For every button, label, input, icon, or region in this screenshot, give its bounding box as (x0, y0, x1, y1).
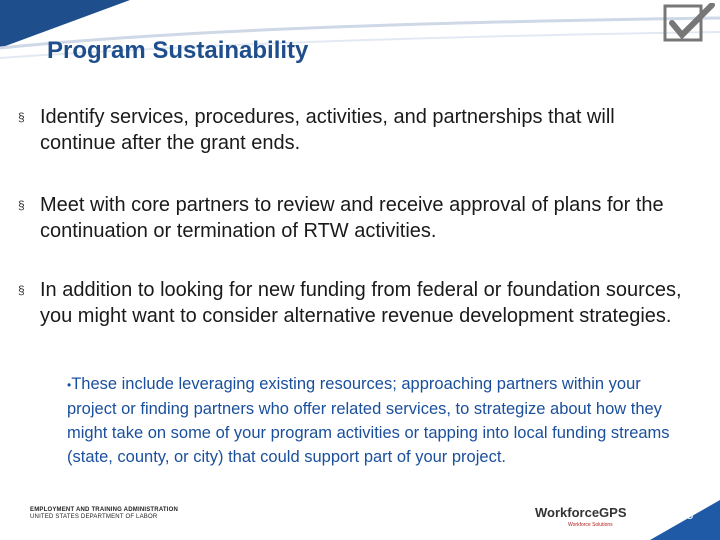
agency-logo (30, 507, 178, 520)
agency-line-1: EMPLOYMENT AND TRAINING ADMINISTRATION (30, 507, 179, 513)
sub-bullet-text: These include leveraging existing resources; approaching partners within your project or finding partners who offer related services, to strategize about how they might take on some of your program activities or tapping into local funding streams (state, county, or city) that could support part of your project. (67, 375, 670, 466)
bullet-text: Identify services, procedures, activities, and partnerships that will continue after the grant ends. (40, 106, 615, 154)
slide-title: Program Sustainability (47, 37, 309, 64)
checkbox-icon (662, 3, 718, 45)
sub-bullet-marker: • (67, 378, 72, 392)
logo-text: WorkforceGPS (535, 505, 627, 520)
bullet-marker: § (18, 198, 25, 212)
sub-bullet-item (67, 372, 677, 469)
logo-subtext: Workforce Solutions (568, 522, 613, 528)
bullet-text: Meet with core partners to review and receive approval of plans for the continuation or termination of RTW activities. (40, 194, 664, 242)
bullet-item-1 (18, 104, 680, 156)
agency-line-2: UNITED STATES DEPARTMENT OF LABOR (30, 514, 158, 520)
bullet-marker: § (18, 283, 25, 297)
bullet-text: In addition to looking for new funding from federal or foundation sources, you might want to consider alternative revenue development strategies. (40, 279, 682, 327)
page-number: 15 (680, 508, 694, 522)
bullet-item-3 (18, 277, 690, 329)
bullet-marker: § (18, 110, 25, 124)
bullet-item-2 (18, 192, 680, 244)
workforcegps-logo (535, 503, 635, 529)
